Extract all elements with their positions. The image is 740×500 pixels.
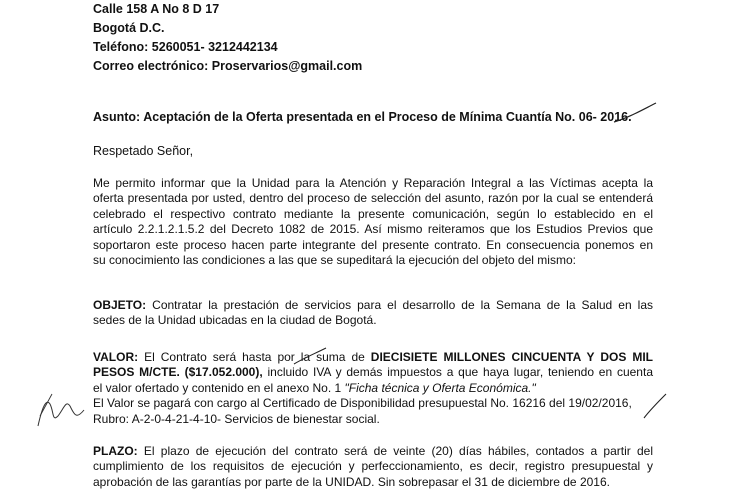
address-phone: Teléfono: 5260051- 3212442134 bbox=[93, 40, 278, 54]
plazo-text: El plazo de ejecución del contrato será de veinte (20) días hábiles, contados a partir del bbox=[137, 444, 653, 458]
valor-text: El Contrato será hasta por la suma de bbox=[138, 350, 371, 364]
valor-text: incluido IVA y demás impuestos a que haya lugar, teniendo en cuenta bbox=[262, 365, 653, 380]
valor-paragraph bbox=[93, 350, 653, 427]
valor-label: VALOR: bbox=[93, 350, 139, 364]
plazo-paragraph bbox=[93, 444, 653, 490]
objeto-label: OBJETO: bbox=[93, 298, 147, 312]
plazo-text: aprobación de las garantías por parte de la UNIDAD. Sin sobrepasar el 31 de diciembre de 2016. bbox=[93, 474, 610, 489]
salutation: Respetado Señor, bbox=[93, 144, 194, 158]
address-email: Correo electrónico: Proservarios@gmail.com bbox=[93, 59, 363, 73]
address-street: Calle 158 A No 8 D 17 bbox=[93, 2, 220, 16]
address-city: Bogotá D.C. bbox=[93, 21, 165, 35]
plazo-text: cumplimiento de los requisitos de ejecución y perfeccionamiento, es decir, registro presupuestal y bbox=[93, 459, 653, 474]
intro-paragraph bbox=[93, 176, 653, 268]
objeto-text: Contratar la prestación de servicios para el desarrollo de la Semana de la Salud en las bbox=[146, 298, 653, 312]
objeto-text: sedes de la Unidad ubicadas en la ciudad de Bogotá. bbox=[93, 313, 377, 328]
valor-amount: PESOS M/CTE. ($17.052.000), bbox=[93, 365, 263, 380]
objeto-paragraph bbox=[93, 298, 653, 329]
valor-text: el valor ofertado y contenido en el anexo No. 1 bbox=[93, 380, 345, 395]
signature-initials-icon bbox=[30, 386, 90, 436]
intro-line: Me permito informar que la Unidad para la Atención y Reparación Integral a las Víctimas acepta la bbox=[93, 176, 653, 190]
valor-amount-words: DIECISIETE MILLONES CINCUENTA Y DOS MIL bbox=[370, 350, 653, 364]
intro-line: soportaron este proceso hacen parte integrante del presente contrato. En consecuencia ponemos en bbox=[93, 237, 653, 252]
subject-line: Asunto: Aceptación de la Oferta presentada en el Proceso de Mínima Cuantía No. 06- 2016. bbox=[93, 110, 632, 124]
plazo-label: PLAZO: bbox=[93, 444, 138, 458]
intro-line: artículo 2.2.1.2.1.5.2 del Decreto 1082 de 2015. Así mismo reiteramos que los Estudios Previos que bbox=[93, 222, 653, 237]
intro-line: celebrado el respectivo contrato mediante la presente comunicación, según lo establecido en el bbox=[93, 206, 653, 221]
intro-line: oferta presentada por usted, dentro del proceso de selección del asunto, razón por la cual se entenderá bbox=[93, 191, 653, 206]
intro-line: su conocimiento las condiciones a las que se supeditará la ejecución del objeto del mismo: bbox=[93, 253, 576, 268]
valor-rubro: Rubro: A-2-0-4-21-4-10- Servicios de bienestar social. bbox=[93, 411, 380, 426]
valor-annex: "Ficha técnica y Oferta Económica." bbox=[344, 380, 536, 395]
valor-cdp: El Valor se pagará con cargo al Certificado de Disponibilidad presupuestal No. 16216 del 19/02/2016, bbox=[93, 396, 632, 411]
